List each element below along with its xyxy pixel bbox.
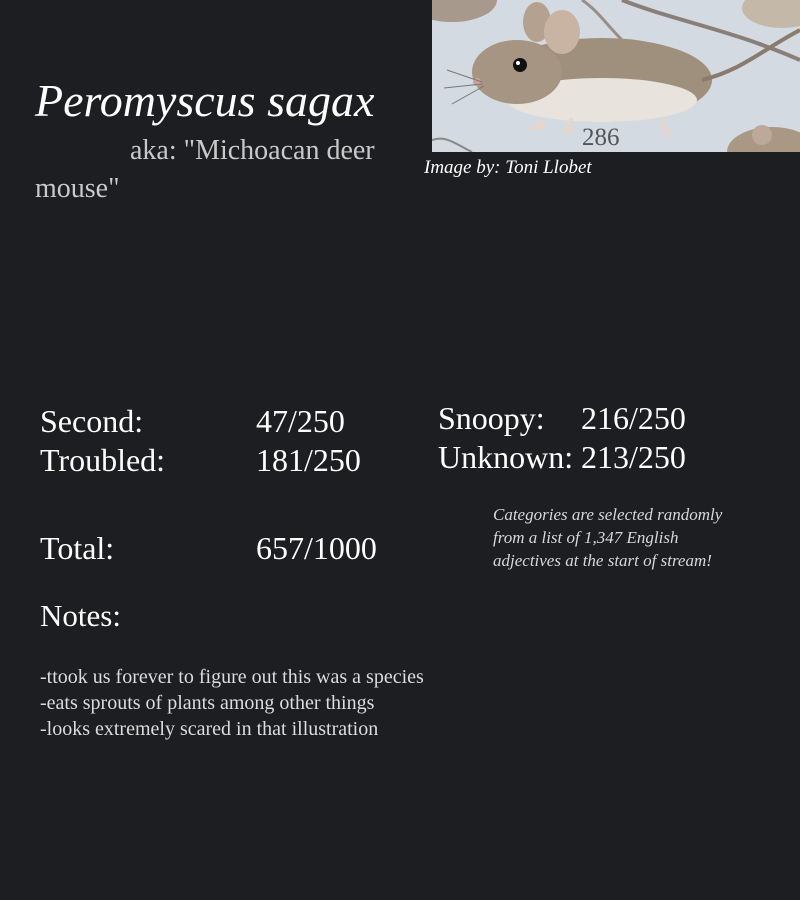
score-label-unknown: Unknown: bbox=[438, 439, 574, 475]
score-value-snoopy: 216/250 bbox=[581, 400, 686, 436]
total-value: 657/1000 bbox=[256, 530, 377, 566]
score-label-snoopy: Snoopy: bbox=[438, 400, 545, 436]
score-value-troubled: 181/250 bbox=[256, 442, 361, 478]
score-label-troubled: Troubled: bbox=[40, 442, 166, 478]
note-item: -ttook us forever to figure out this was a species bbox=[40, 666, 424, 688]
species-scientific-name: Peromyscus sagax bbox=[35, 75, 375, 126]
notes-heading: Notes: bbox=[40, 598, 121, 633]
notes-list bbox=[40, 664, 424, 742]
mouse-illustration bbox=[432, 0, 800, 152]
note-item: -eats sprouts of plants among other things bbox=[40, 692, 375, 714]
total-label: Total: bbox=[40, 530, 115, 566]
score-value-unknown: 213/250 bbox=[581, 439, 686, 475]
plate-number: 286 bbox=[582, 124, 620, 151]
image-credit: Image by: Toni Llobet bbox=[424, 157, 592, 178]
species-common-name: aka: "Michoacan deer mouse" bbox=[35, 135, 375, 204]
score-label-second: Second: bbox=[40, 403, 144, 439]
score-value-second: 47/250 bbox=[256, 403, 345, 439]
category-disclaimer: Categories are selected randomly from a list of 1,347 English adjectives at the start of stream! bbox=[493, 505, 723, 570]
note-item: -looks extremely scared in that illustration bbox=[40, 718, 379, 740]
